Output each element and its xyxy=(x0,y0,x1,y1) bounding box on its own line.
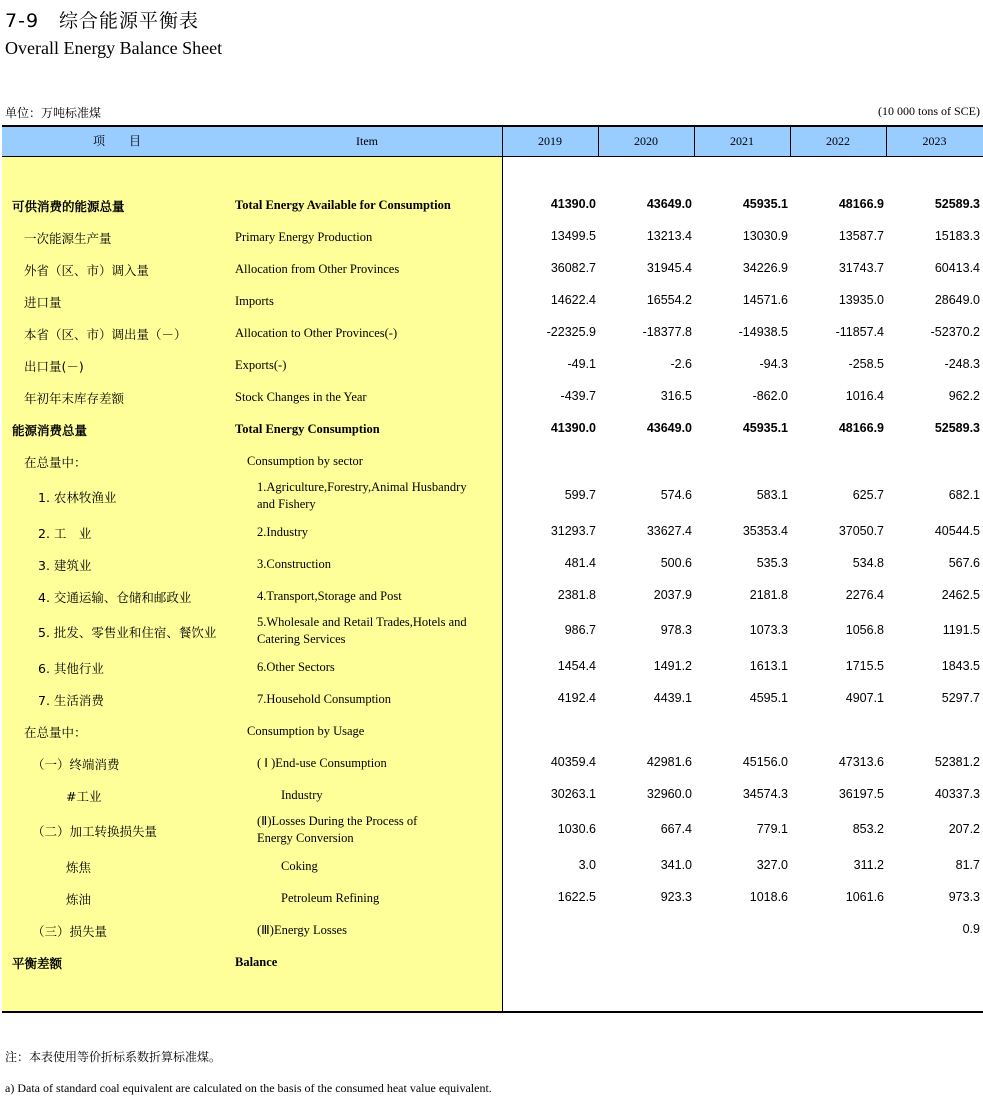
cell-value-2020: 32960.0 xyxy=(646,787,692,801)
cell-value-2020: 1491.2 xyxy=(653,659,692,673)
cell-value-2020: 4439.1 xyxy=(653,691,692,705)
cell-value-2020: 16554.2 xyxy=(646,293,692,307)
cell-value-2021: 14571.6 xyxy=(742,293,788,307)
row-label-cn: 3. 建筑业 xyxy=(38,558,92,573)
cell-value-2023: 682.1 xyxy=(948,488,980,502)
cell-value-2019: 1622.5 xyxy=(557,890,596,904)
cell-value-2020: 316.5 xyxy=(660,389,692,403)
row-label-cn: 炼油 xyxy=(66,892,92,907)
row-label-cn: 可供消费的能源总量 xyxy=(12,199,125,214)
row-label-cn: 1. 农林牧渔业 xyxy=(38,490,117,505)
footnote-en: a) Data of standard coal equivalent are calculated on the basis of the consumed heat value equivalent. xyxy=(5,1081,492,1095)
cell-value-2022: 48166.9 xyxy=(838,421,884,435)
cell-value-2020: 667.4 xyxy=(660,822,692,836)
row-label-cn: 在总量中： xyxy=(24,725,87,740)
cell-value-2020: 31945.4 xyxy=(646,261,692,275)
row-label-en: 5.Wholesale and Retail Trades,Hotels and Catering Services xyxy=(257,615,467,646)
cell-value-2021: 34574.3 xyxy=(742,787,788,801)
cell-value-2021: 327.0 xyxy=(756,858,788,872)
cell-value-2022: 1016.4 xyxy=(845,389,884,403)
cell-value-2022: 48166.9 xyxy=(838,197,884,211)
cell-value-2019: 4192.4 xyxy=(557,691,596,705)
header-year-2021: 2021 xyxy=(730,134,754,148)
cell-value-2023: -248.3 xyxy=(944,357,980,371)
cell-value-2022: 13587.7 xyxy=(838,229,884,243)
cell-value-2022: 31743.7 xyxy=(838,261,884,275)
cell-value-2022: -258.5 xyxy=(848,357,884,371)
cell-value-2020: 341.0 xyxy=(660,858,692,872)
row-label-en: (Ⅱ)Losses During the Process of Energy Conversion xyxy=(257,814,418,845)
cell-value-2023: 973.3 xyxy=(948,890,980,904)
cell-value-2019: 30263.1 xyxy=(550,787,596,801)
header-divider xyxy=(694,127,695,156)
row-label-en: Consumption by sector xyxy=(247,453,363,468)
cell-value-2019: -49.1 xyxy=(567,357,596,371)
cell-value-2021: 34226.9 xyxy=(742,261,788,275)
cell-value-2020: -2.6 xyxy=(670,357,692,371)
row-label-en: Allocation to Other Provinces(-) xyxy=(235,325,398,340)
cell-value-2021: 45935.1 xyxy=(742,421,788,435)
cell-value-2021: 1073.3 xyxy=(749,623,788,637)
row-label-en: 2.Industry xyxy=(257,524,309,539)
cell-value-2021: -862.0 xyxy=(752,389,788,403)
footnote-cn: 注：本表使用等价折标系数折算标准煤。 xyxy=(5,1050,222,1064)
cell-value-2023: 1843.5 xyxy=(941,659,980,673)
cell-value-2022: 13935.0 xyxy=(838,293,884,307)
cell-value-2023: 60413.4 xyxy=(934,261,980,275)
row-label-cn: 能源消费总量 xyxy=(12,423,88,438)
cell-value-2020: 2037.9 xyxy=(653,588,692,602)
cell-value-2019: -439.7 xyxy=(560,389,596,403)
cell-value-2021: 583.1 xyxy=(756,488,788,502)
cell-value-2022: 1056.8 xyxy=(845,623,884,637)
row-label-en: Primary Energy Production xyxy=(235,229,373,244)
cell-value-2023: 52589.3 xyxy=(934,197,980,211)
row-label-en: Allocation from Other Provinces xyxy=(235,261,400,276)
row-label-en: Consumption by Usage xyxy=(247,723,365,738)
header-year-2023: 2023 xyxy=(922,134,947,148)
cell-value-2019: 3.0 xyxy=(578,858,596,872)
cell-value-2023: 0.9 xyxy=(962,922,980,936)
cell-value-2023: 15183.3 xyxy=(934,229,980,243)
cell-value-2019: 1454.4 xyxy=(557,659,596,673)
cell-value-2021: 1018.6 xyxy=(749,890,788,904)
cell-value-2022: 36197.5 xyxy=(838,787,884,801)
row-label-en: Exports(-) xyxy=(235,357,287,372)
row-label-cn: 本省（区、市）调出量（－） xyxy=(24,327,187,342)
page-title-cn: 7-9 综合能源平衡表 xyxy=(5,10,200,32)
row-label-en: Total Energy Available for Consumption xyxy=(235,197,451,212)
cell-value-2022: 625.7 xyxy=(852,488,884,502)
row-label-cn: 2. 工 业 xyxy=(38,526,92,541)
cell-value-2020: 500.6 xyxy=(660,556,692,570)
row-label-en: Stock Changes in the Year xyxy=(235,389,367,404)
cell-value-2022: -11857.4 xyxy=(835,325,884,339)
cell-value-2021: 4595.1 xyxy=(749,691,788,705)
cell-value-2021: 2181.8 xyxy=(749,588,788,602)
cell-value-2021: -14938.5 xyxy=(738,325,788,339)
cell-value-2023: 567.6 xyxy=(948,556,980,570)
row-label-en: (Ⅲ)Energy Losses xyxy=(257,922,347,937)
header-item-cn: 项 目 xyxy=(92,134,141,148)
cell-value-2022: 37050.7 xyxy=(838,524,884,538)
cell-value-2021: 1613.1 xyxy=(749,659,788,673)
cell-value-2019: 41390.0 xyxy=(550,197,596,211)
header-divider xyxy=(886,127,887,156)
cell-value-2020: 978.3 xyxy=(660,623,692,637)
row-label-en: ( Ⅰ )End-use Consumption xyxy=(257,755,387,770)
cell-value-2019: 41390.0 xyxy=(550,421,596,435)
cell-value-2023: 962.2 xyxy=(948,389,980,403)
cell-value-2020: 13213.4 xyxy=(646,229,692,243)
row-label-en: 4.Transport,Storage and Post xyxy=(257,588,402,603)
cell-value-2023: 52381.2 xyxy=(934,755,980,769)
cell-value-2021: 45156.0 xyxy=(742,755,788,769)
cell-value-2023: 1191.5 xyxy=(942,623,980,637)
row-label-en: 6.Other Sectors xyxy=(257,659,335,674)
cell-value-2019: 986.7 xyxy=(564,623,596,637)
cell-value-2023: -52370.2 xyxy=(930,325,980,339)
unit-label-cn: 单位：万吨标准煤 xyxy=(5,106,102,120)
cell-value-2023: 40544.5 xyxy=(934,524,980,538)
cell-value-2022: 2276.4 xyxy=(845,588,884,602)
row-label-cn: 平衡差额 xyxy=(12,956,63,971)
cell-value-2019: 40359.4 xyxy=(550,755,596,769)
row-label-cn: 出口量(－) xyxy=(24,359,84,374)
row-label-en: Petroleum Refining xyxy=(281,890,380,905)
cell-value-2019: 481.4 xyxy=(564,556,596,570)
cell-value-2020: 33627.4 xyxy=(646,524,692,538)
cell-value-2020: -18377.8 xyxy=(642,325,692,339)
cell-value-2022: 1061.6 xyxy=(845,890,884,904)
cell-value-2019: 31293.7 xyxy=(550,524,596,538)
row-label-cn: 6. 其他行业 xyxy=(38,661,104,676)
energy-balance-table xyxy=(2,125,983,1013)
row-label-en: 7.Household Consumption xyxy=(257,691,392,706)
row-label-en: Industry xyxy=(281,787,323,802)
cell-value-2022: 853.2 xyxy=(852,822,884,836)
unit-label-en: (10 000 tons of SCE) xyxy=(878,104,980,118)
row-label-en: 1.Agriculture,Forestry,Animal Husbandry and Fishery xyxy=(257,480,467,511)
row-label-en: Coking xyxy=(281,858,318,873)
header-divider xyxy=(790,127,791,156)
cell-value-2021: 45935.1 xyxy=(742,197,788,211)
cell-value-2022: 4907.1 xyxy=(845,691,884,705)
header-item-en: Item xyxy=(356,134,378,148)
header-year-2022: 2022 xyxy=(826,134,850,148)
cell-value-2022: 311.2 xyxy=(853,858,884,872)
cell-value-2020: 574.6 xyxy=(660,488,692,502)
cell-value-2023: 2462.5 xyxy=(941,588,980,602)
cell-value-2021: 35353.4 xyxy=(742,524,788,538)
table-header xyxy=(2,127,983,157)
row-label-cn: 进口量 xyxy=(24,295,62,310)
row-label-en: Balance xyxy=(235,954,278,969)
cell-value-2021: 13030.9 xyxy=(742,229,788,243)
header-year-2019: 2019 xyxy=(538,134,562,148)
cell-value-2019: 2381.8 xyxy=(557,588,596,602)
row-label-en: Total Energy Consumption xyxy=(235,421,380,436)
cell-value-2019: -22325.9 xyxy=(546,325,596,339)
cell-value-2021: 779.1 xyxy=(756,822,788,836)
cell-value-2022: 47313.6 xyxy=(838,755,884,769)
row-label-cn: #工业 xyxy=(66,789,102,804)
cell-value-2023: 5297.7 xyxy=(941,691,980,705)
header-divider xyxy=(598,127,599,156)
row-label-cn: （一）终端消费 xyxy=(32,757,120,772)
cell-value-2023: 28649.0 xyxy=(934,293,980,307)
page-title-en: Overall Energy Balance Sheet xyxy=(5,38,223,58)
cell-value-2021: -94.3 xyxy=(759,357,788,371)
row-label-cn: 4. 交通运输、仓储和邮政业 xyxy=(38,590,192,605)
cell-value-2022: 1715.5 xyxy=(845,659,884,673)
row-label-cn: 在总量中： xyxy=(24,455,87,470)
cell-value-2021: 535.3 xyxy=(756,556,788,570)
cell-value-2019: 599.7 xyxy=(564,488,596,502)
row-label-en: 3.Construction xyxy=(257,556,331,571)
row-label-cn: 年初年末库存差额 xyxy=(24,391,125,406)
cell-value-2019: 14622.4 xyxy=(550,293,596,307)
row-label-cn: 外省（区、市）调入量 xyxy=(24,263,150,278)
cell-value-2020: 42981.6 xyxy=(646,755,692,769)
cell-value-2019: 1030.6 xyxy=(557,822,596,836)
row-label-cn: （三）损失量 xyxy=(32,924,108,939)
header-year-2020: 2020 xyxy=(634,134,658,148)
cell-value-2023: 81.7 xyxy=(955,858,980,872)
cell-value-2019: 13499.5 xyxy=(550,229,596,243)
cell-value-2023: 207.2 xyxy=(948,822,980,836)
row-label-cn: 5. 批发、零售业和住宿、餐饮业 xyxy=(38,625,217,640)
cell-value-2023: 40337.3 xyxy=(934,787,980,801)
row-label-cn: （二）加工转换损失量 xyxy=(32,824,158,839)
cell-value-2020: 923.3 xyxy=(660,890,692,904)
cell-value-2020: 43649.0 xyxy=(646,197,692,211)
row-label-en: Imports xyxy=(235,293,274,308)
cell-value-2019: 36082.7 xyxy=(550,261,596,275)
row-label-cn: 炼焦 xyxy=(66,860,92,875)
cell-value-2020: 43649.0 xyxy=(646,421,692,435)
row-label-cn: 7. 生活消费 xyxy=(38,693,104,708)
cell-value-2023: 52589.3 xyxy=(934,421,980,435)
row-label-cn: 一次能源生产量 xyxy=(24,231,112,246)
cell-value-2022: 534.8 xyxy=(852,556,884,570)
